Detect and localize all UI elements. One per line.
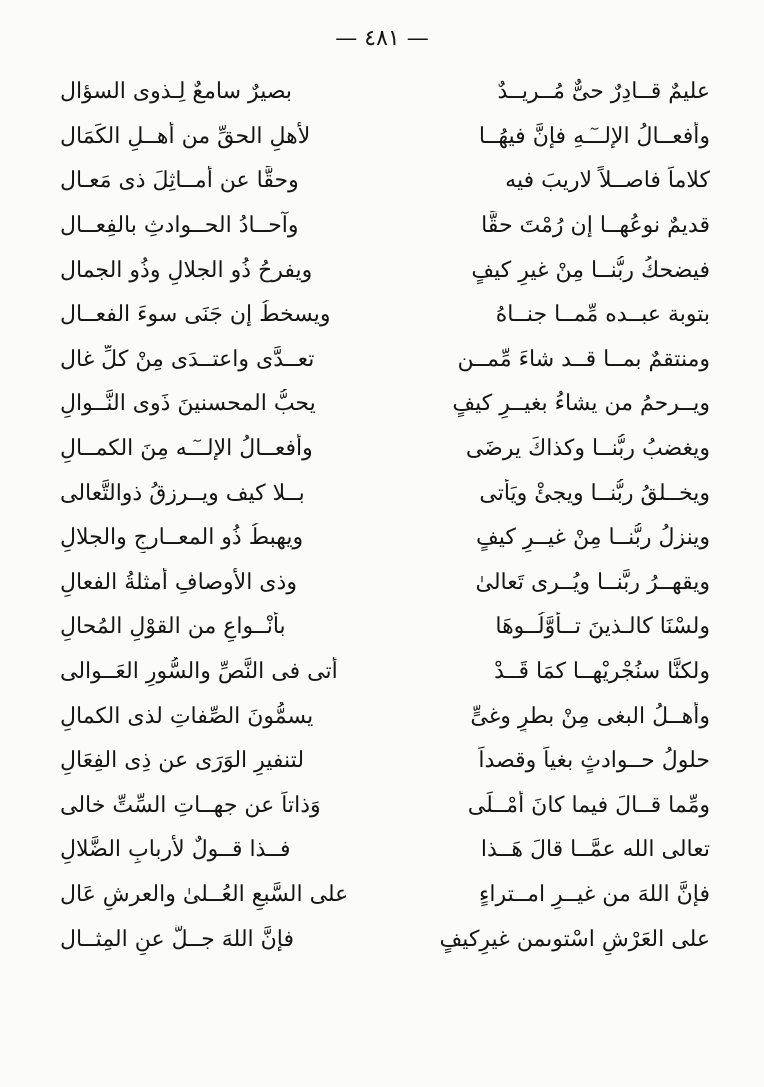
verse xyxy=(60,70,710,115)
verse-first-hemistich: قديمٌ نوعُهــا إن رُمْتَ حقًّا xyxy=(481,213,710,239)
verse-first-hemistich: ويــرحمُ من يشاءُ بغيــرِ كيفٍ xyxy=(452,391,710,417)
verse-second-hemistich: يسمُّونَ الصِّفاتِ لذى الكمالِ xyxy=(60,703,314,729)
verse-second-hemistich: لتنفيرِ الوَرَى عن ذِى الفِعَالِ xyxy=(60,748,305,774)
verse xyxy=(60,115,710,160)
verse-second-hemistich: وَذاتاً عن جهــاتِ السِّتِّ خالى xyxy=(60,792,321,818)
verse xyxy=(60,204,710,249)
verse-second-hemistich: وحقًّا عن أمــاثِلَ ذى مَعـال xyxy=(60,168,299,194)
verse-first-hemistich: ويقهــرُ ربَّنــا ويُــرى تَعالىٰ xyxy=(475,569,710,595)
verse-first-hemistich: ويغضبُ ربُّنــا وكذاكَ يرضَى xyxy=(465,436,710,462)
page-number: — ٤٨١ — xyxy=(335,26,429,51)
verse xyxy=(60,605,710,650)
verse xyxy=(60,338,710,383)
verse-second-hemistich: يحبُّ المحسنينَ ذَوى النَّــوالِ xyxy=(60,391,316,417)
verse-second-hemistich: أتى فى النَّصِّ والسُّورِ العَــوالى xyxy=(60,659,338,685)
verse-second-hemistich: بأنْــواعٍ من القوْلِ المُحالِ xyxy=(60,614,286,640)
verse-second-hemistich: وذى الأَوصافِ أمثلةُ الفعالِ xyxy=(60,569,297,595)
verse xyxy=(60,694,710,739)
verse-second-hemistich: على السَّبعِ العُــلىٰ والعرشِ عَال xyxy=(60,881,349,907)
verse xyxy=(60,917,710,962)
verse-second-hemistich: بصيرٌ سامعٌ لِـذوى السؤال xyxy=(60,79,293,105)
verse-first-hemistich: ولكنَّا سنُجْريْهــا كمَا قَــدْ xyxy=(494,659,710,685)
verse-first-hemistich: عليمٌ قــادِرٌ حىٌّ مُــريــدٌ xyxy=(497,79,710,105)
verse-first-hemistich: ولسْنَا كالـذينَ تــأوَّلُــوهَا xyxy=(495,614,710,640)
verse-second-hemistich: وآحــادُ الحــوادثِ بالفِعــال xyxy=(60,213,299,239)
verse xyxy=(60,382,710,427)
verse-first-hemistich: وأهــلُ البغى مِنْ بطرٍ وغىٍّ xyxy=(470,703,710,729)
verse-first-hemistich: فيضحكُ ربُّنــا مِنْ غيرِ كيفٍ xyxy=(471,257,710,283)
verse-first-hemistich: بتوبة عبــده مِّمــا جنــاهُ xyxy=(495,302,710,328)
verse xyxy=(60,561,710,606)
verse-second-hemistich: لأهلِ الحقِّ من أهــلِ الكَمَال xyxy=(60,123,311,149)
verse xyxy=(60,650,710,695)
verse-first-hemistich: كلاماً فاصــلاً لاريبَ فيه xyxy=(505,168,710,194)
verse-first-hemistich: فإنَّ اللهَ من غيــرِ امــتراءٍ xyxy=(479,881,710,907)
verse xyxy=(60,516,710,561)
verse-first-hemistich: وأفعــالُ الإلــٓـهِ فإنَّ فيهُــا xyxy=(478,123,710,149)
verse-second-hemistich: فإنَّ اللهَ جــلَّ عنِ المِثــال xyxy=(60,926,295,952)
verse-first-hemistich: وينزلُ ربُّنــا مِنْ غيــرِ كيفٍ xyxy=(475,525,710,551)
verse-first-hemistich: ومنتقمٌ بمــا قــد شاءَ مِّمــن xyxy=(457,346,710,372)
verse xyxy=(60,471,710,516)
verse-second-hemistich: بــلا كيف ويــرزقُ ذوالتَّعالى xyxy=(60,480,305,506)
verse xyxy=(60,828,710,873)
verse-second-hemistich: ويفرحُ ذُو الجلالِ وذُو الجمال xyxy=(60,257,313,283)
verse xyxy=(60,159,710,204)
verse-first-hemistich: ومِّما قــالَ فيما كانَ أمْــلَى xyxy=(467,792,710,818)
verse xyxy=(60,293,710,338)
verse-second-hemistich: ويسخطُ إن جَنَى سوءَ الفعــال xyxy=(60,302,331,328)
poem xyxy=(60,70,710,962)
verse-second-hemistich: ويهبطُ ذُو المعــارجِ والجلالِ xyxy=(60,525,304,551)
verse xyxy=(60,784,710,829)
verse xyxy=(60,248,710,293)
verse-first-hemistich: ويخــلقُ ربُّنــا ويجئْ ويَأْتى xyxy=(479,480,710,506)
verse-second-hemistich: فــذا قــولٌ لأربابِ الضَّلالِ xyxy=(60,837,291,863)
verse-first-hemistich: تعالى الله عمَّــا قالَ هَــذا xyxy=(480,837,710,863)
verse-second-hemistich: وأفعــالُ الإلــٓـه مِنَ الكمــالِ xyxy=(60,436,313,462)
verse xyxy=(60,427,710,472)
verse xyxy=(60,873,710,918)
verse-second-hemistich: تعــدَّى واعتــدَى مِنْ كلِّ غال xyxy=(60,346,315,372)
verse-first-hemistich: حلولُ حــوادثٍ بغياً وقصداً xyxy=(478,748,710,774)
verse xyxy=(60,739,710,784)
verse-first-hemistich: على العَرْشِ اسْتوىمن غيرِكيفٍ xyxy=(439,926,710,952)
